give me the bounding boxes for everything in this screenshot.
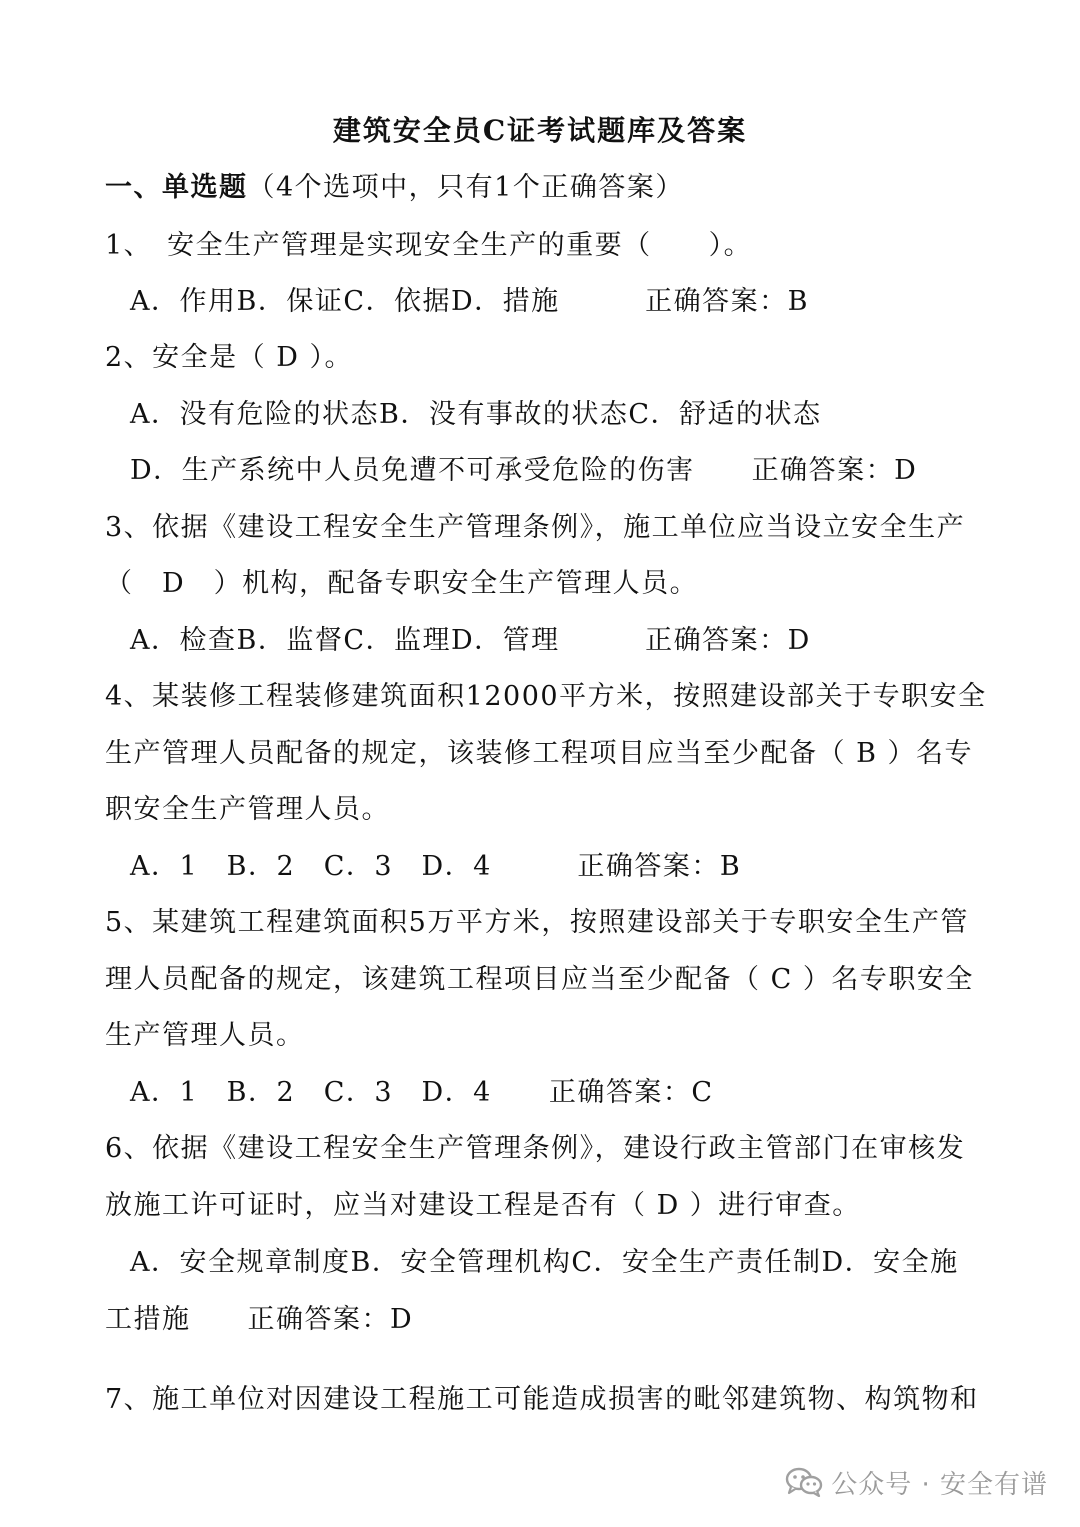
question-5-stem-line-2: 理人员配备的规定，该建筑工程项目应当至少配备（ C ）名专职安全 bbox=[105, 964, 974, 995]
wechat-icon bbox=[785, 1467, 823, 1497]
section-heading: 一、单选题 bbox=[105, 172, 248, 203]
question-5-stem-line-3: 生产管理人员。 bbox=[105, 1020, 305, 1051]
question-3-stem-line-2: （ D ）机构，配备专职安全生产管理人员。 bbox=[105, 568, 699, 599]
question-1-options: A．作用B．保证C．依据D．措施 正确答案：B bbox=[130, 286, 809, 317]
question-2-options-line-2: D．生产系统中人员免遭不可承受危险的伤害 正确答案：D bbox=[130, 455, 918, 486]
section-note: （4个选项中，只有1个正确答案） bbox=[247, 172, 684, 203]
section-heading-line bbox=[105, 168, 985, 208]
question-4-options: A．1 B．2 C．3 D．4 正确答案：B bbox=[130, 851, 742, 882]
question-3-options: A．检查B．监督C．监理D．管理 正确答案：D bbox=[130, 625, 811, 656]
question-5-options: A．1 B．2 C．3 D．4 正确答案：C bbox=[130, 1077, 714, 1108]
question-4-stem-line-2: 生产管理人员配备的规定，该装修工程项目应当至少配备（ B ）名专 bbox=[105, 738, 974, 769]
watermark-text: 公众号 · 安全有谱 bbox=[831, 1469, 1048, 1500]
question-7-stem-line-1: 7、施工单位对因建设工程施工可能造成损害的毗邻建筑物、构筑物和 bbox=[105, 1384, 979, 1415]
question-5-stem-line-1: 5、某建筑工程建筑面积5万平方米，按照建设部关于专职安全生产管 bbox=[105, 907, 969, 938]
question-6-options-line-1: A．安全规章制度B．安全管理机构C．安全生产责任制D．安全施 bbox=[130, 1247, 959, 1278]
document-title: 建筑安全员C证考试题库及答案 bbox=[332, 114, 748, 147]
question-6-stem-line-1: 6、依据《建设工程安全生产管理条例》，建设行政主管部门在审核发 bbox=[105, 1133, 966, 1164]
question-4-stem-line-3: 职安全生产管理人员。 bbox=[105, 794, 390, 825]
question-2-stem: 2、安全是（ D ）。 bbox=[105, 342, 353, 373]
question-4-stem-line-1: 4、某装修工程装修建筑面积12000平方米，按照建设部关于专职安全 bbox=[105, 681, 987, 712]
question-6-options-line-2: 工措施 正确答案：D bbox=[105, 1304, 414, 1335]
question-2-options-line-1: A．没有危险的状态B．没有事故的状态C．舒适的状态 bbox=[130, 399, 822, 430]
watermark bbox=[785, 1462, 1048, 1502]
question-3-stem-line-1: 3、依据《建设工程安全生产管理条例》，施工单位应当设立安全生产 bbox=[105, 512, 966, 543]
question-1-stem: 1、 安全生产管理是实现安全生产的重要（ ）。 bbox=[105, 230, 753, 261]
question-6-stem-line-2: 放施工许可证时，应当对建设工程是否有（ D ）进行审查。 bbox=[105, 1190, 861, 1221]
